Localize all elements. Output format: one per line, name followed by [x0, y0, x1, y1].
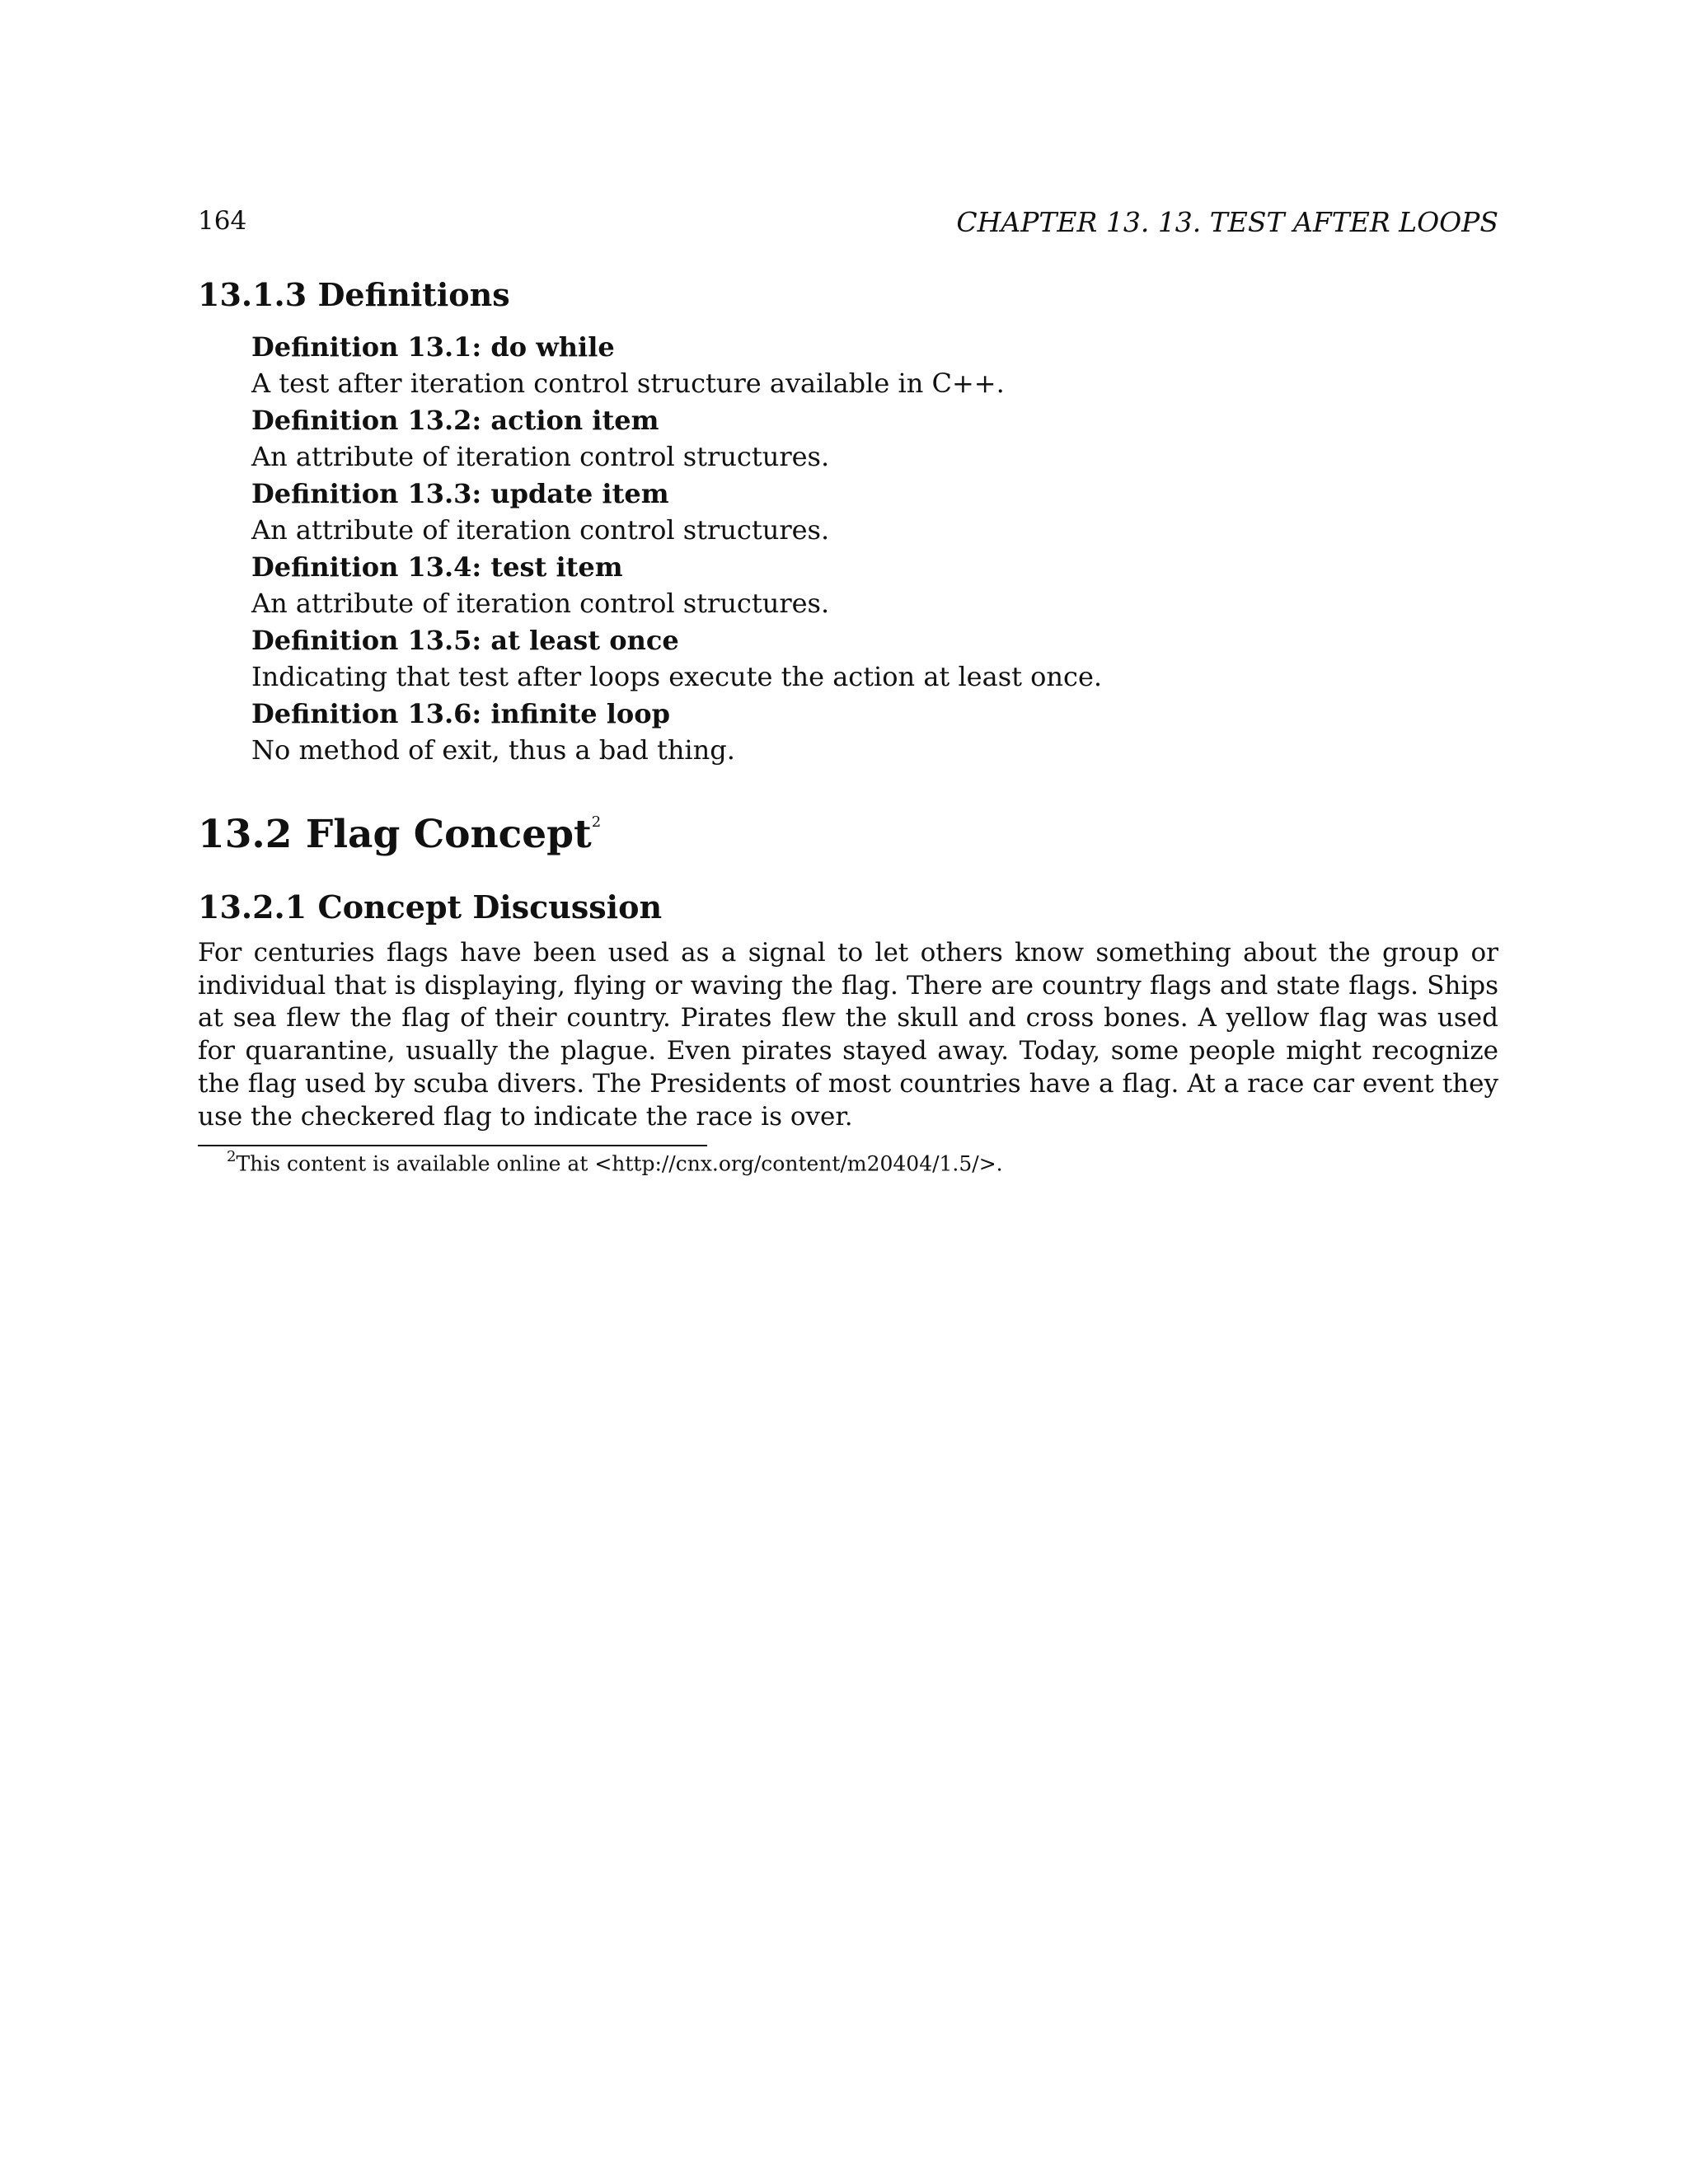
body-paragraph: For centuries flags have been used as a signal to let others know something about the group or individual that is displaying, flying or waving the flag. There are country flags and state flags. Ships at sea flew the flag of their country. Pirates flew the skull and cross bones. A yellow flag was used for quarantine, usually the plague. Even pirates stayed away. Today, some people might recognize the flag used by scuba divers. The Presidents of most countries have a flag. At a race car event they use the checkered flag to indicate the race is over. — [198, 938, 1498, 1132]
definition-text: A test after iteration control structure available in C++. — [251, 368, 1005, 399]
definition-term: Definition 13.5: at least once — [251, 625, 679, 656]
definition-text: An attribute of iteration control structures. — [251, 588, 830, 619]
section-heading — [198, 812, 601, 857]
definition-item — [251, 622, 1102, 696]
definition-term: Definition 13.3: update item — [251, 478, 669, 509]
definition-item — [251, 549, 1102, 622]
definition-term: Definition 13.2: action item — [251, 405, 659, 436]
definition-item — [251, 476, 1102, 549]
definition-item — [251, 402, 1102, 476]
footnote-divider — [198, 1145, 707, 1146]
definition-term: Definition 13.1: do while — [251, 331, 615, 363]
section-title: 13.2 Flag Concept — [198, 812, 592, 857]
subsection-heading: 13.2.1 Concept Discussion — [198, 888, 663, 926]
definition-item — [251, 696, 1102, 769]
definition-text: An attribute of iteration control structures. — [251, 514, 830, 546]
page-number: 164 — [198, 206, 247, 236]
definition-text: Indicating that test after loops execute the action at least once. — [251, 661, 1103, 692]
footnote — [227, 1150, 1003, 1175]
definitions-list — [251, 329, 1102, 769]
definition-text: An attribute of iteration control structures. — [251, 441, 830, 472]
definition-term: Definition 13.6: infinite loop — [251, 698, 670, 729]
running-header: CHAPTER 13. 13. TEST AFTER LOOPS — [956, 206, 1498, 238]
definition-item — [251, 329, 1102, 402]
footnote-reference[interactable]: 2 — [591, 813, 602, 832]
definition-term: Definition 13.4: test item — [251, 551, 623, 583]
footnote-marker: 2 — [227, 1148, 237, 1165]
definitions-heading: 13.1.3 Definitions — [198, 276, 510, 313]
definition-text: No method of exit, thus a bad thing. — [251, 734, 735, 766]
footnote-text: This content is available online at <http://cnx.org/content/m20404/1.5/>. — [236, 1151, 1003, 1176]
